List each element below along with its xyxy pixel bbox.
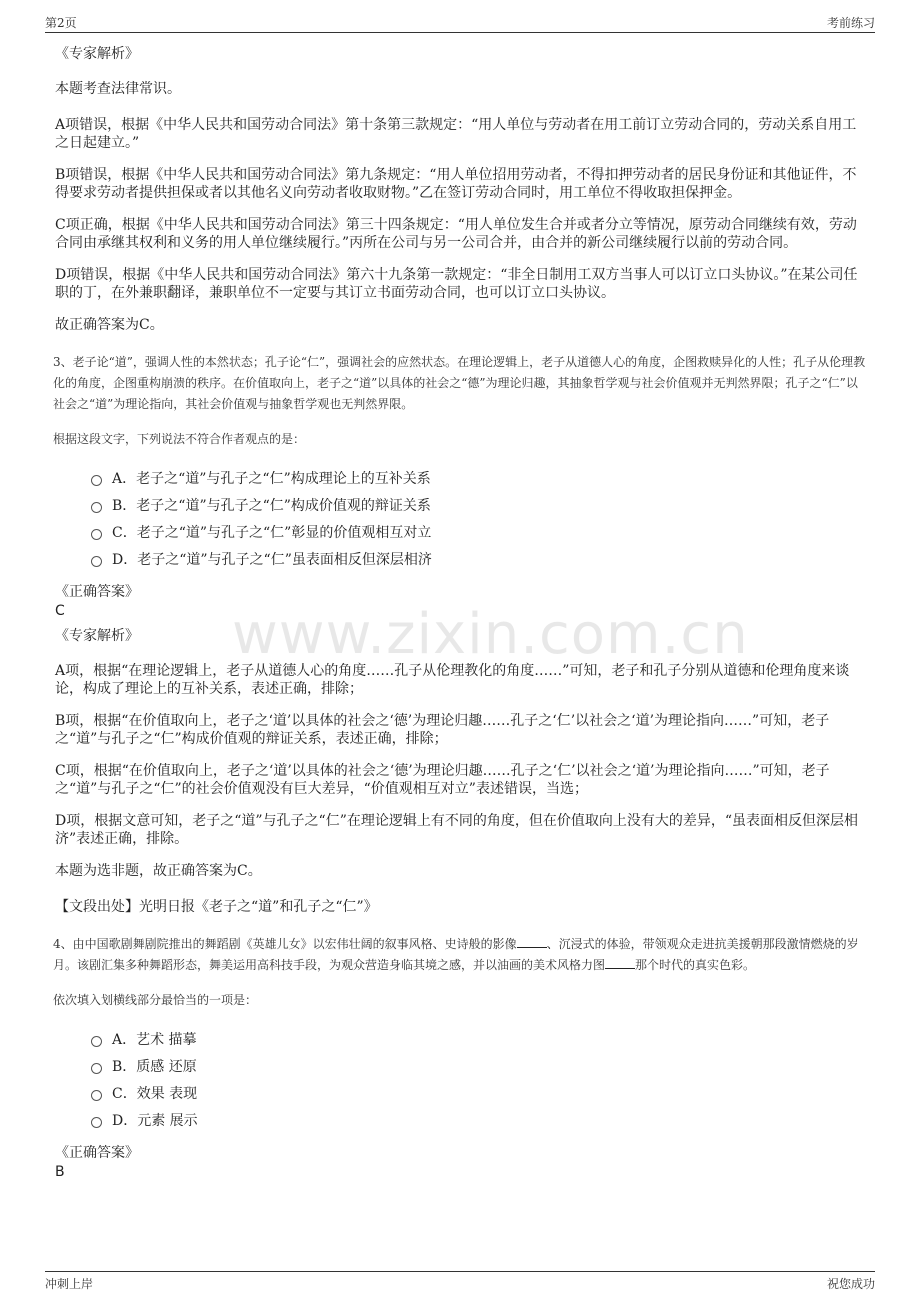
q4-option-b[interactable]: [91, 1052, 867, 1079]
q3-analysis-line: C项，根据“在价值取向上，老子之‘道’以具体的社会之‘德’为理论归趣……孔子之‘仁’以社会之‘道’为理论指向……”可知，老子之“道”与孔子之“仁”的社会价值观没有巨大差异，“价值观相互对立”表述错误，当选；: [55, 763, 830, 797]
document-body: [55, 44, 867, 1187]
q3-analysis-label: 《专家解析》: [55, 628, 139, 644]
radio-icon[interactable]: [91, 1036, 102, 1047]
q2-analysis-label: 《专家解析》: [55, 46, 139, 62]
q2-analysis-line: C项正确，根据《中华人民共和国劳动合同法》第三十四条规定：“用人单位发生合并或者分立等情况，原劳动合同继续有效，劳动合同由承继其权利和义务的用人单位继续履行。”丙所在公司与另一公司合并，由合并的新公司继续履行以前的劳动合同。: [55, 217, 857, 251]
option-text: A．老子之“道”与孔子之“仁”构成理论上的互补关系: [112, 470, 431, 487]
option-text: C．老子之“道”与孔子之“仁”彰显的价值观相互对立: [112, 524, 432, 541]
q3-option-c[interactable]: [91, 518, 867, 545]
q4-stem-part: 、沉浸式的体验，带领观众走进抗美援朝那段激情燃烧的岁月。该剧汇集多种舞蹈形态，舞美运用高科技手段，为观众营造身临其境之感，并以油画的美术风格力图: [53, 937, 859, 972]
option-text: B．质感 还原: [112, 1058, 197, 1075]
q3-option-b[interactable]: [91, 491, 867, 518]
radio-icon[interactable]: [91, 556, 102, 567]
q3-analysis-line: 本题为选非题，故正确答案为C。: [55, 863, 262, 879]
option-text: C．效果 表现: [112, 1085, 198, 1102]
q3-stem: 3、老子论“道”，强调人性的本然状态；孔子论“仁”，强调社会的应然状态。在理论逻辑上，老子从道德人心的角度，企图救赎异化的人性；孔子从伦理教化的角度，企图重构崩溃的秩序。在价值取向上，老子之“道”以具体的社会之“德”为理论归趣，其抽象哲学观与社会价值观并无判然界限；孔子之“仁”以社会之“道”为理论指向，其社会价值观与抽象哲学观也无判然界限。: [53, 355, 866, 411]
q4-option-c[interactable]: [91, 1079, 867, 1106]
radio-icon[interactable]: [91, 529, 102, 540]
radio-icon[interactable]: [91, 1063, 102, 1074]
page-header: [45, 10, 875, 33]
page-footer: [45, 1271, 875, 1294]
option-text: D．元素 展示: [112, 1112, 198, 1129]
radio-icon[interactable]: [91, 502, 102, 513]
watermark: www.zixin.com.cn: [232, 602, 749, 667]
q2-analysis-line: A项错误，根据《中华人民共和国劳动合同法》第十条第三款规定：“用人单位与劳动者在用工前订立劳动合同的，劳动关系自用工之日起建立。”: [55, 117, 857, 151]
q3-prompt: 根据这段文字，下列说法不符合作者观点的是：: [53, 432, 306, 446]
blank-line: [517, 935, 547, 948]
q3-answer-label: 《正确答案》: [55, 584, 139, 600]
q4-stem: [53, 934, 867, 976]
option-text: B．老子之“道”与孔子之“仁”构成价值观的辩证关系: [112, 497, 431, 514]
q3-option-d[interactable]: [91, 545, 867, 572]
q4-answer-label: 《正确答案》: [55, 1145, 139, 1161]
footer-right: 祝您成功: [826, 1277, 875, 1291]
q4-options: [91, 1025, 867, 1133]
option-text: A．艺术 描摹: [112, 1031, 197, 1048]
header-title: 考前练习: [826, 16, 875, 30]
q3-answer: C: [55, 603, 65, 619]
q3-analysis-line: D项，根据文意可知，老子之“道”与孔子之“仁”在理论逻辑上有不同的角度，但在价值取向上没有大的差异，“虽表面相反但深层相济”表述正确，排除。: [55, 813, 859, 847]
q3-source: 【文段出处】光明日报《老子之“道”和孔子之“仁”》: [55, 899, 378, 915]
radio-icon[interactable]: [91, 475, 102, 486]
q3-option-a[interactable]: [91, 464, 867, 491]
q4-answer: B: [55, 1164, 65, 1180]
q2-analysis-line: 本题考查法律常识。: [55, 81, 181, 97]
radio-icon[interactable]: [91, 1090, 102, 1101]
footer-left: 冲刺上岸: [45, 1277, 94, 1291]
q2-analysis-line: 故正确答案为C。: [55, 317, 164, 333]
q4-stem-part: 那个时代的真实色彩。: [635, 958, 756, 972]
q2-analysis-line: D项错误，根据《中华人民共和国劳动合同法》第六十九条第一款规定：“非全日制用工双方当事人可以订立口头协议。”在某公司任职的丁，在外兼职翻译，兼职单位不一定要与其订立书面劳动合同，也可以订立口头协议。: [55, 267, 858, 301]
q4-prompt: 依次填入划横线部分最恰当的一项是：: [53, 993, 258, 1007]
q4-option-d[interactable]: [91, 1106, 867, 1133]
q4-option-a[interactable]: [91, 1025, 867, 1052]
page-number: 第2页: [45, 16, 77, 30]
blank-line: [605, 956, 635, 969]
q4-stem-part: 4、由中国歌剧舞剧院推出的舞蹈剧《英雄儿女》以宏伟壮阔的叙事风格、史诗般的影像: [53, 937, 517, 951]
radio-icon[interactable]: [91, 1117, 102, 1128]
q2-analysis-line: B项错误，根据《中华人民共和国劳动合同法》第九条规定：“用人单位招用劳动者，不得扣押劳动者的居民身份证和其他证件，不得要求劳动者提供担保或者以其他名义向劳动者收取财物。”乙在签订劳动合同时，用工单位不得收取担保押金。: [55, 167, 857, 201]
q3-analysis-line: B项，根据“在价值取向上，老子之‘道’以具体的社会之‘德’为理论归趣……孔子之‘仁’以社会之‘道’为理论指向……”可知，老子之“道”与孔子之“仁”构成价值观的辩证关系，表述正确，排除；: [55, 713, 830, 747]
option-text: D．老子之“道”与孔子之“仁”虽表面相反但深层相济: [112, 551, 432, 568]
q3-options: [91, 464, 867, 572]
q3-analysis-line: A项，根据“在理论逻辑上，老子从道德人心的角度……孔子从伦理教化的角度……”可知，老子和孔子分别从道德和伦理角度来谈论，构成了理论上的互补关系，表述正确，排除；: [55, 663, 850, 697]
